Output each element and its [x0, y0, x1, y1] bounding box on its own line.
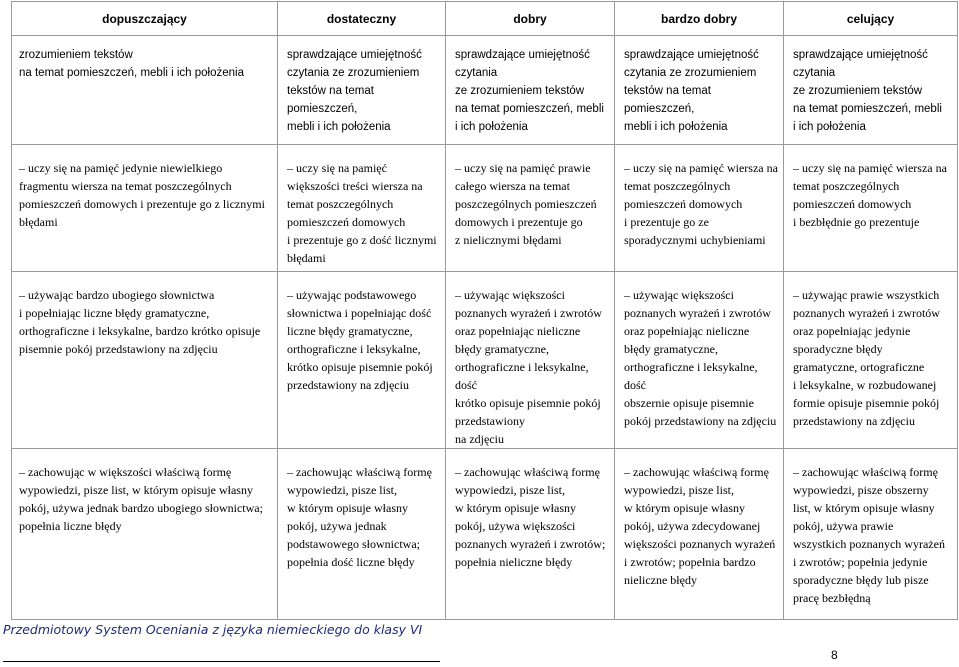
header-grade-bardzo-dobry: bardzo dobry	[615, 2, 784, 36]
table-row	[12, 272, 958, 449]
header-grade-dopuszczajacy: dopuszczający	[12, 2, 278, 36]
cell-text: – uczy się na pamięć jedynie niewielkiego fragmentu wiersza na temat poszczególnych pomieszczeń domowych i prezentuje go z licznymi błędami	[19, 161, 265, 229]
cell-text: sprawdzające umiejętność czytania ze zrozumieniem tekstów na temat pomieszczeń, mebli i ich położenia	[793, 49, 942, 133]
table-cell	[278, 272, 446, 449]
cell-text: – zachowując właściwą formę wypowiedzi, pisze obszerny list, w którym opisuje własny pokój, używa prawie wszystkich poznanych wyrażeń i zwrotów; popełnia jedynie sporadyczne błędy lub pisze pracę bezbłędną	[793, 465, 945, 605]
cell-text: – uczy się na pamięć większości treści wiersza na temat poszczególnych pomieszczeń domowych i prezentuje go z dość licznymi błędami	[287, 161, 437, 265]
cell-text: sprawdzające umiejętność czytania ze zrozumieniem tekstów na temat pomieszczeń, mebli i ich położenia	[455, 49, 604, 133]
cell-text: – używając prawie wszystkich poznanych wyrażeń i zwrotów oraz popełniając jedynie sporadyczne błędy gramatyczne, ortograficzne i leksykalne, w rozbudowanej formie opisuje pisemnie pokój przedstawiony na zdjęciu	[793, 288, 940, 428]
table-cell	[784, 449, 958, 620]
cell-text: – uczy się na pamięć prawie całego wiersza na temat poszczególnych pomieszczeń domowych i prezentuje go z nielicznymi błędami	[455, 161, 597, 247]
table-cell	[278, 36, 446, 145]
cell-text: – używając większości poznanych wyrażeń i zwrotów oraz popełniając nieliczne błędy gramatyczne, orthograficzne i leksykalne, dość obszernie opisuje pisemnie pokój przedstawiony na zdjęciu	[624, 288, 777, 428]
header-grade-dostateczny: dostateczny	[278, 2, 446, 36]
table-row	[12, 449, 958, 620]
table-cell	[446, 145, 615, 272]
table-cell	[615, 145, 784, 272]
cell-text: – zachowując właściwą formę wypowiedzi, pisze list, w którym opisuje własny pokój, używa większości poznanych wyrażeń i zwrotów; popełnia nieliczne błędy	[455, 465, 606, 569]
table-row	[12, 36, 958, 145]
table-cell	[615, 449, 784, 620]
table-cell	[12, 272, 278, 449]
cell-text: sprawdzające umiejętność czytania ze zrozumieniem tekstów na temat pomieszczeń, mebli i ich położenia	[287, 49, 422, 133]
page-number: 8	[831, 648, 838, 662]
cell-text: sprawdzające umiejętność czytania ze zrozumieniem tekstów na temat pomieszczeń, mebli i ich położenia	[624, 49, 759, 133]
cell-text: – uczy się na pamięć wiersza na temat poszczególnych pomieszczeń domowych i bezbłędnie go prezentuje	[793, 161, 947, 229]
cell-text: – używając większości poznanych wyrażeń i zwrotów oraz popełniając nieliczne błędy gramatyczne, orthograficzne i leksykalne, dość krótko opisuje pisemnie pokój przedstawiony na zdjęciu	[455, 288, 602, 446]
footer-document-title: Przedmiotowy System Oceniania z języka niemieckiego do klasy VI	[3, 622, 423, 637]
table-cell	[446, 272, 615, 449]
cell-text: – zachowując właściwą formę wypowiedzi, pisze list, w którym opisuje własny pokój, używa jednak podstawowego słownictwa; popełnia dość liczne błędy	[287, 465, 432, 569]
cell-text: – używając podstawowego słownictwa i popełniając dość liczne błędy gramatyczne, orthograficzne i leksykalne, krótko opisuje pisemnie pokój przedstawiony na zdjęciu	[287, 288, 433, 392]
cell-text: – używając bardzo ubogiego słownictwa i popełniając liczne błędy gramatyczne, orthograficzne i leksykalne, bardzo krótko opisuje pisemnie pokój przedstawiony na zdjęciu	[19, 288, 261, 356]
grade-header-row	[12, 2, 958, 36]
table-cell	[784, 145, 958, 272]
cell-text: – uczy się na pamięć wiersza na temat poszczególnych pomieszczeń domowych i prezentuje go ze sporadycznymi uchybieniami	[624, 161, 778, 247]
header-grade-dobry: dobry	[446, 2, 615, 36]
table-cell	[784, 36, 958, 145]
cell-text: – zachowując w większości właściwą formę wypowiedzi, pisze list, w którym opisuje własny pokój, używa jednak bardzo ubogiego słownictwa; popełnia liczne błędy	[19, 465, 263, 533]
table-cell	[12, 36, 278, 145]
grading-criteria-table	[11, 1, 958, 620]
footer-divider	[3, 661, 440, 662]
table-row	[12, 145, 958, 272]
table-cell	[446, 36, 615, 145]
table-cell	[278, 145, 446, 272]
cell-text: zrozumieniem tekstów na temat pomieszczeń, mebli i ich położenia	[19, 49, 245, 79]
cell-text: – zachowując właściwą formę wypowiedzi, pisze list, w którym opisuje własny pokój, używa zdecydowanej większości poznanych wyrażeń i zwrotów; popełnia bardzo nieliczne błędy	[624, 465, 776, 587]
table-cell	[446, 449, 615, 620]
table-cell	[784, 272, 958, 449]
table-cell	[12, 145, 278, 272]
table-cell	[12, 449, 278, 620]
table-cell	[278, 449, 446, 620]
header-grade-celujacy: celujący	[784, 2, 958, 36]
table-cell	[615, 272, 784, 449]
table-cell	[615, 36, 784, 145]
